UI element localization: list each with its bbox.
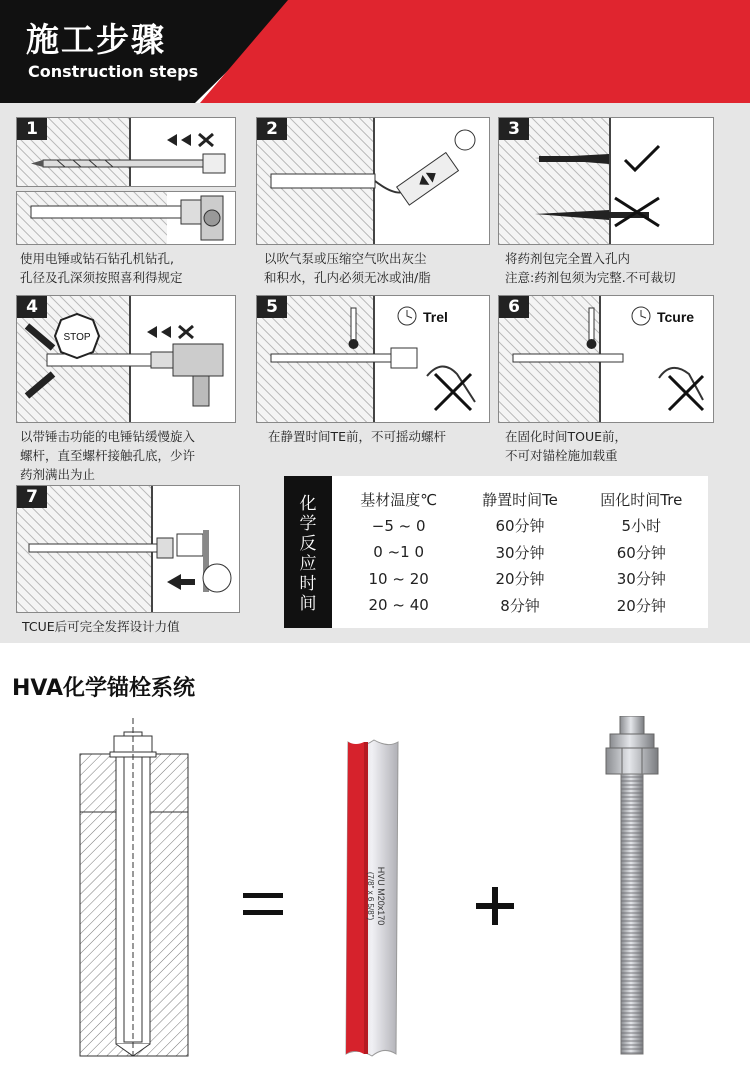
trel-label: Trel — [423, 309, 448, 325]
cross-icon — [435, 374, 471, 410]
step-1-panel-top — [16, 117, 236, 187]
header-banner — [0, 0, 750, 103]
step-3-panel — [498, 117, 714, 245]
table-row — [338, 566, 702, 593]
wrench-icon — [427, 366, 475, 402]
stop-sign-text: STOP — [63, 332, 91, 343]
system-title: HVA化学锚栓系统 — [12, 676, 195, 701]
step-number: 3 — [499, 118, 529, 140]
table-header-cell: 静置时间Te — [482, 490, 558, 509]
step-3-caption: 将药剂包完全置入孔内 注意:药剂包须为完整.不可裁切 — [505, 251, 676, 285]
thermometer-icon — [589, 308, 594, 342]
table-cell: 8分钟 — [500, 596, 540, 615]
step-1-panel-bottom — [16, 191, 236, 245]
table-header-cell: 固化时间Tre — [600, 490, 683, 509]
table-cell: 5小时 — [621, 517, 662, 536]
table-cell: 30分钟 — [616, 570, 666, 589]
capsule-label: HVU M20x170 — [376, 866, 386, 926]
table-cell: 20 ~ 40 — [368, 596, 429, 615]
step-5-caption: 在静置时间TE前，不可摇动螺杆 — [268, 429, 447, 444]
core-drill-icon — [17, 192, 235, 244]
plus-sign-v — [492, 887, 498, 925]
table-body — [338, 486, 702, 619]
step-6-caption: 在固化时间TOUE前， 不可对锚栓施加载重 — [505, 429, 628, 463]
table-header-row — [338, 486, 702, 513]
cure-time-icon — [499, 296, 713, 422]
resin-capsule-image — [340, 736, 402, 1060]
step-number: 5 — [257, 296, 287, 318]
step-1-caption: 使用电锤或钻石钻孔机钻孔, 孔径及孔深须按照喜利得规定 — [20, 251, 183, 285]
tcure-label: Tcure — [657, 309, 695, 325]
table-row — [338, 539, 702, 566]
table-side-text: 化学反应时间 — [299, 494, 317, 614]
table-cell: −5 ~ 0 — [371, 516, 426, 535]
cross-icon — [669, 376, 703, 410]
step-number: 1 — [17, 118, 47, 140]
step-4-caption: 以带锤击功能的电锤钻缓慢旋入 螺杆，直至螺杆接触孔底，少许 药剂满出为止 — [20, 429, 196, 482]
step-5-panel — [256, 295, 490, 423]
table-cell: 60分钟 — [616, 543, 666, 562]
gauge-icon — [203, 564, 231, 592]
step-2-caption: 以吹气泵或压缩空气吹出灰尘 和积水，孔内必须无冰或油/脂 — [264, 251, 431, 285]
table-row — [338, 513, 702, 540]
page-subtitle: Construction steps — [28, 62, 199, 81]
step-7-panel — [16, 485, 240, 613]
header-red-shape — [200, 0, 750, 103]
table-cell: 10 ~ 20 — [368, 569, 429, 588]
drill-bit-icon — [17, 118, 235, 186]
capsule-label-sub: (7/8" x 6 5/8") — [366, 871, 375, 921]
table-cell: 20分钟 — [616, 596, 666, 615]
step-number: 7 — [17, 486, 47, 508]
table-cell: 30分钟 — [495, 543, 545, 562]
step-number: 4 — [17, 296, 47, 318]
anchor-section-drawing — [78, 718, 190, 1058]
step-4-panel — [16, 295, 236, 423]
reaction-time-table — [284, 476, 708, 628]
step-2-panel — [256, 117, 490, 245]
threaded-rod-image — [594, 716, 670, 1056]
step-number: 2 — [257, 118, 287, 140]
equals-sign — [243, 893, 283, 927]
table-side-label — [284, 476, 332, 628]
step-7-caption: TCUE后可完全发挥设计力值 — [22, 619, 180, 634]
step-number: 6 — [499, 296, 529, 318]
hammer-drill-icon — [17, 296, 235, 422]
table-header-cell: 基材温度℃ — [360, 490, 438, 509]
table-cell: 60分钟 — [495, 517, 545, 536]
thermometer-icon — [351, 308, 356, 342]
rest-time-icon — [257, 296, 489, 422]
table-row — [338, 592, 702, 619]
blow-pump-icon — [257, 118, 489, 244]
table-cell: 0 ~1 0 — [373, 543, 425, 562]
capsule-insert-icon — [499, 118, 713, 244]
check-icon — [625, 146, 659, 170]
table-cell: 20分钟 — [495, 570, 545, 589]
step-6-panel — [498, 295, 714, 423]
page-title: 施工步骤 — [26, 20, 166, 59]
full-load-icon — [17, 486, 239, 612]
